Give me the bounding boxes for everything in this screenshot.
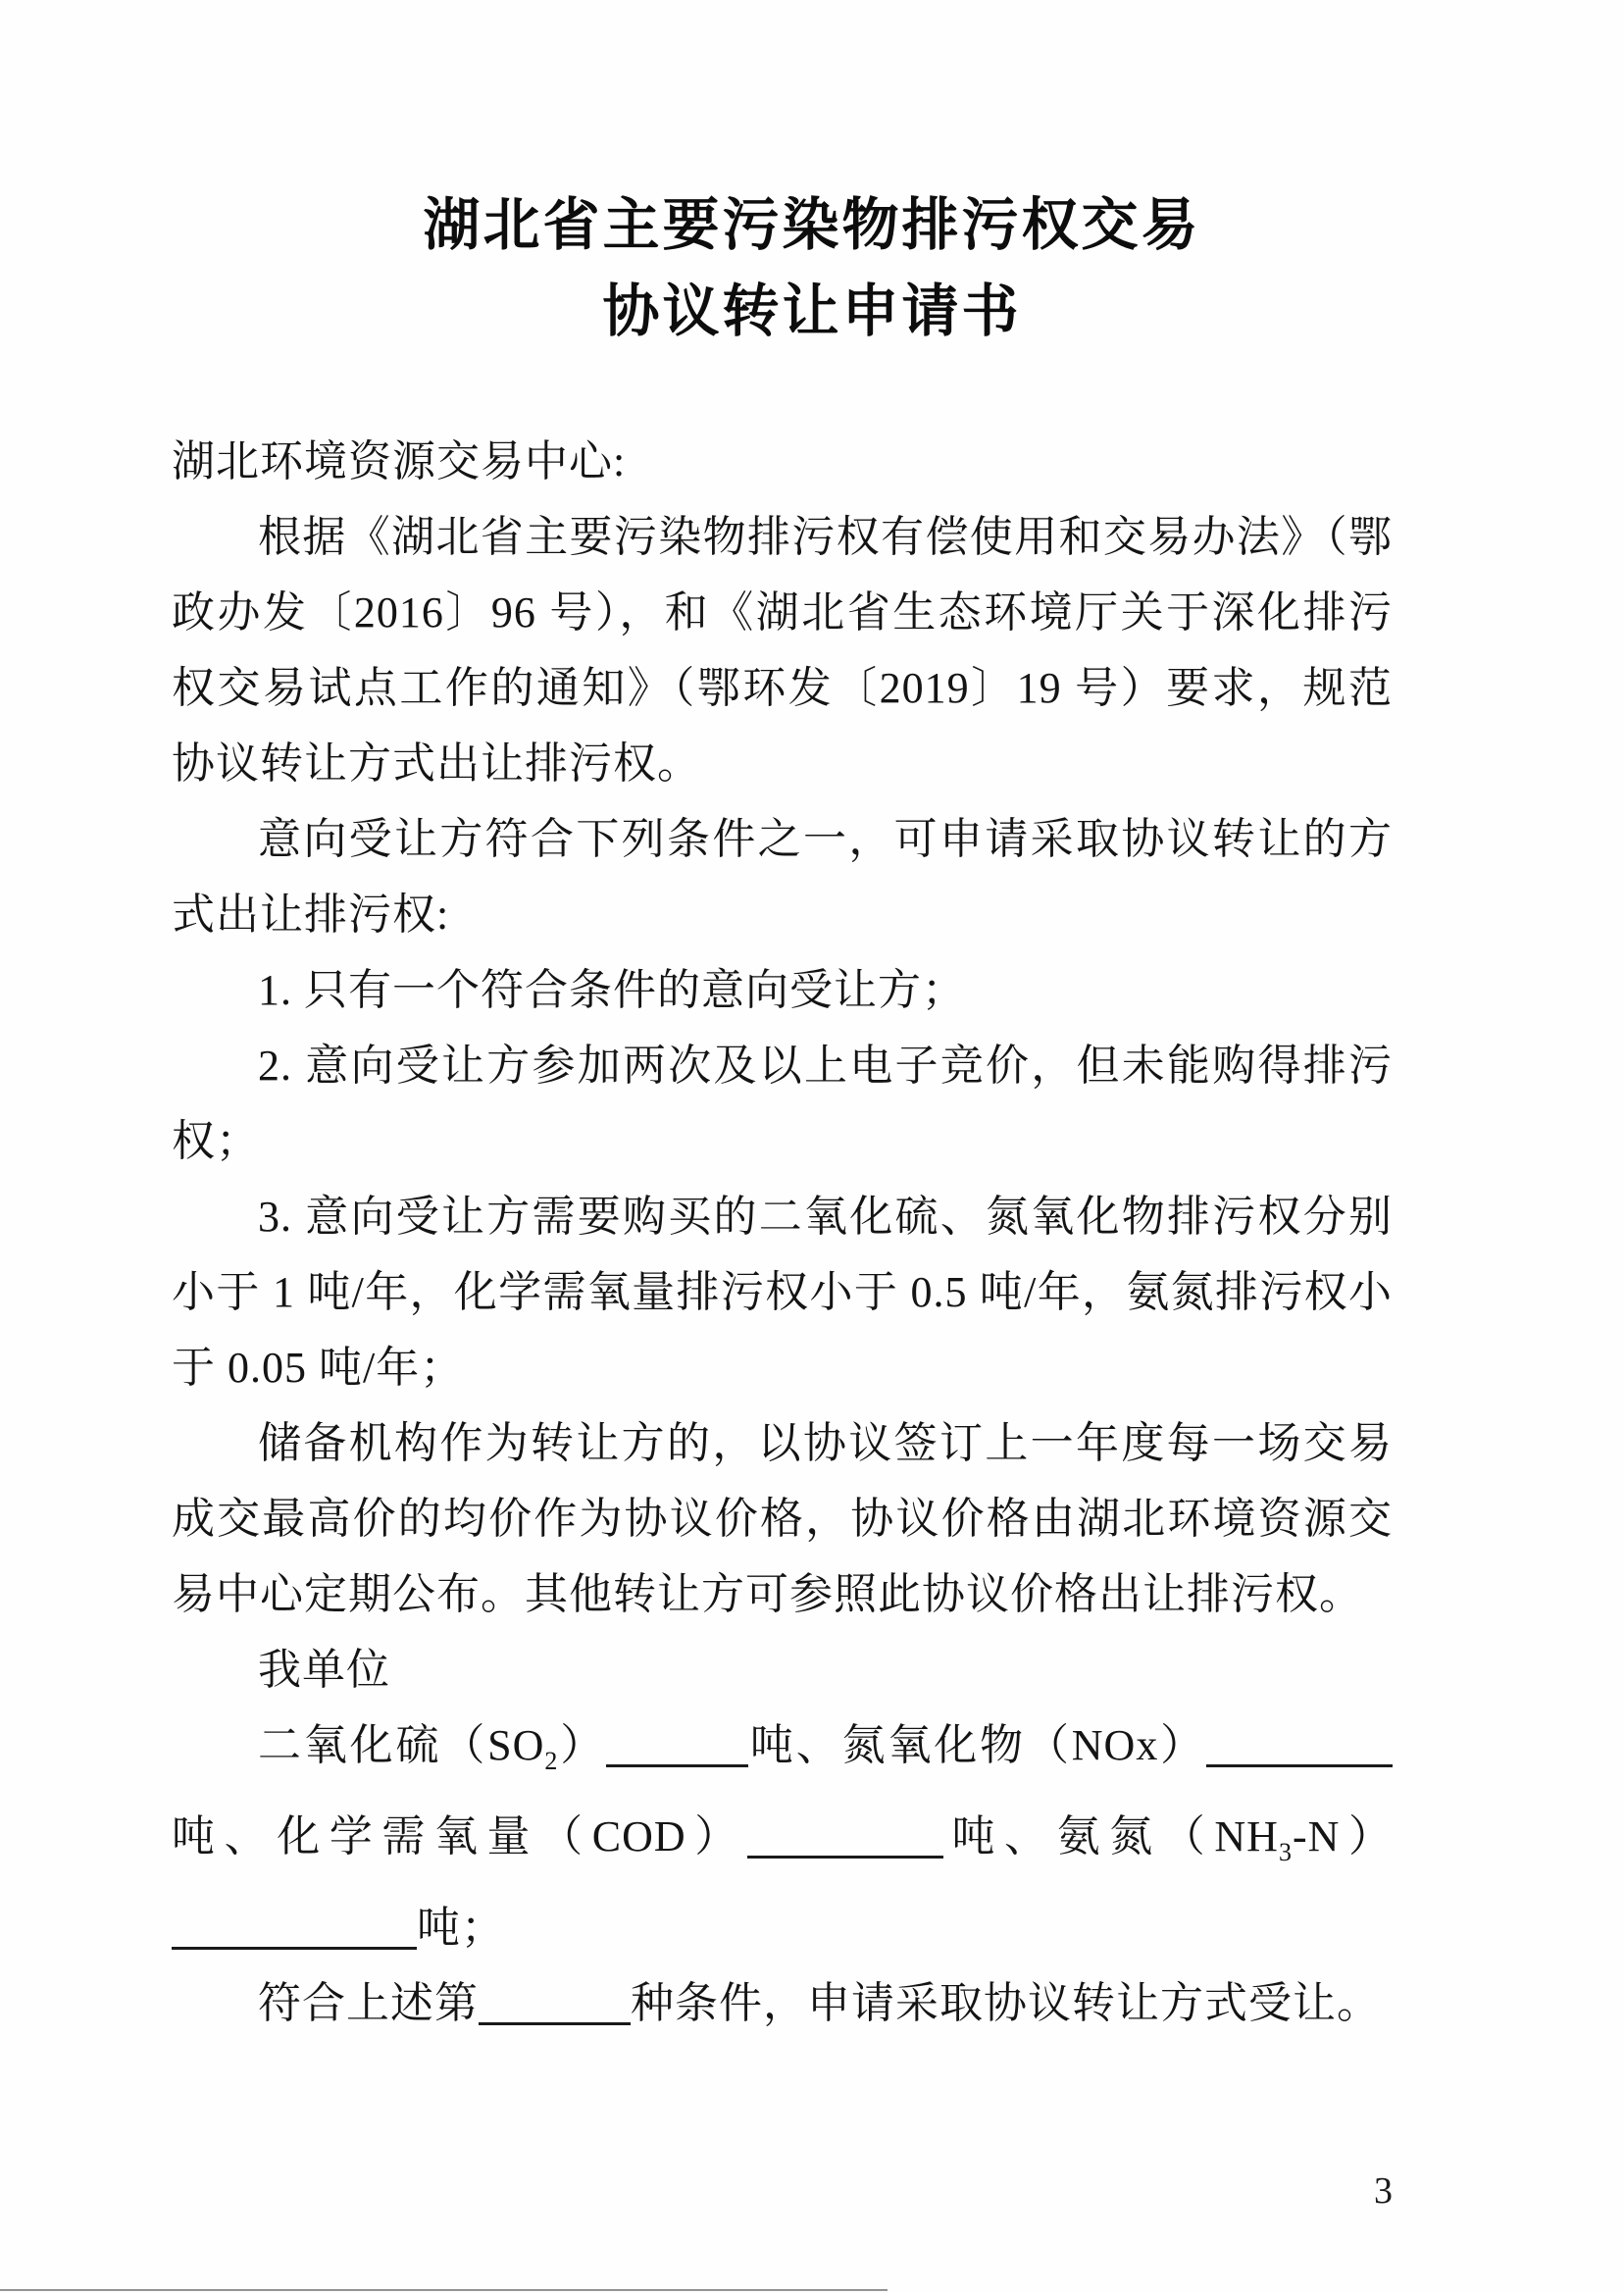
paragraph-conditions-intro: 意向受让方符合下列条件之一，可申请采取协议转让的方式出让排污权: (172, 815, 1393, 939)
paragraph-reserve-pricing: 储备机构作为转让方的，以协议签订上一年度每一场交易成交最高价的均价作为协议价格，协议价格由湖北环境资源交易中心定期公布。其他转让方可参照此协议价格出让排污权。 (172, 1419, 1393, 1618)
paragraph-legal-basis: 根据《湖北省主要污染物排污权有偿使用和交易办法》（鄂政办发〔2016〕96 号），和《湖北省生态环境厅关于深化排污权交易试点工作的通知》（鄂环发〔2019〕19 号）要求，规范协议转让方式出让排污权。 (172, 513, 1393, 788)
cod-label: 化学需氧量（COD） (277, 1811, 747, 1860)
nh3-label (1056, 1811, 1393, 1866)
salutation: 湖北环境资源交易中心: (172, 437, 627, 485)
so2-label-text: 二氧化硫（SO (258, 1721, 545, 1769)
nox-unit-label: 吨、 (172, 1811, 278, 1860)
nh3-label-text: 氨氮（NH (1056, 1811, 1279, 1860)
nh3-subscript: 3 (1278, 1837, 1293, 1866)
so2-label (258, 1721, 607, 1775)
condition-item-3: 3. 意向受让方需要购买的二氧化硫、氮氧化物排污权分别小于 1 吨/年，化学需氧量排污权小于 0.5 吨/年，氨氮排污权小于 0.05 吨/年； (172, 1193, 1393, 1392)
scan-edge-artifact (0, 2289, 888, 2291)
condition-number-blank (479, 1979, 631, 2025)
document-body (172, 424, 1393, 2041)
condition-item-1: 1. 只有一个符合条件的意向受让方； (258, 966, 966, 1014)
page-number: 3 (1374, 2170, 1393, 2212)
nh3-amount-blank (172, 1904, 417, 1950)
cod-unit-label: 吨、 (942, 1811, 1057, 1860)
so2-subscript: 2 (544, 1746, 559, 1775)
nox-amount-blank (1206, 1721, 1393, 1767)
paragraph-pollutant-quantities (172, 1707, 1393, 1965)
so2-label-close: ） (558, 1721, 607, 1769)
so2-amount-blank (606, 1721, 748, 1767)
paragraph-condition-selection (172, 1965, 1393, 2041)
nh3-unit-label: 吨； (417, 1903, 505, 1952)
document-title (0, 0, 1624, 355)
title-line-2: 协议转让申请书 (602, 280, 1022, 343)
condition-selection-pre: 符合上述第 (258, 1978, 479, 2027)
title-line-1: 湖北省主要污染物排污权交易 (423, 193, 1201, 257)
condition-item-2: 2. 意向受让方参加两次及以上电子竞价，但未能购得排污权； (172, 1042, 1393, 1165)
paragraph-our-unit: 我单位 (258, 1646, 390, 1694)
cod-amount-blank (747, 1812, 943, 1859)
nox-label: 氮氧化物（NOx） (841, 1721, 1207, 1769)
so2-unit-label: 吨、 (748, 1721, 842, 1769)
nh3-label-close: -N） (1292, 1811, 1393, 1860)
condition-selection-post: 种条件，申请采取协议转让方式受让。 (631, 1978, 1381, 2027)
